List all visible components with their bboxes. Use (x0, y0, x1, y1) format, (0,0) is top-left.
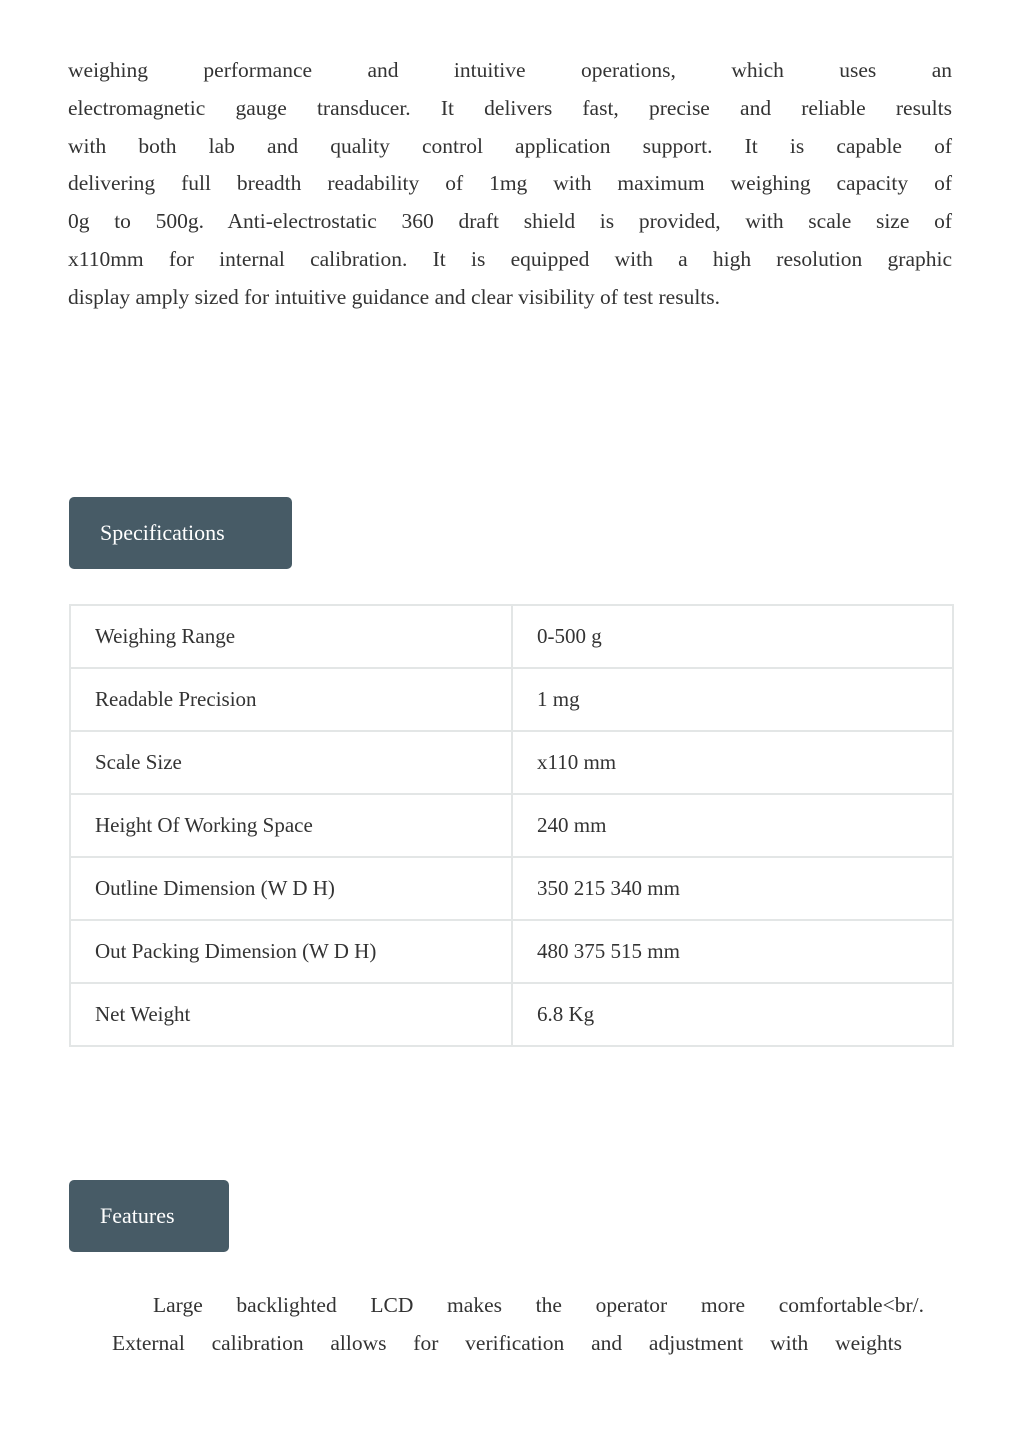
spec-value: 480 375 515 mm (512, 920, 953, 983)
table-row (70, 857, 953, 920)
description-line: 0g to 500g. Anti-electrostatic 360 draft shield is provided, with scale size of (68, 209, 952, 234)
spec-value: 240 mm (512, 794, 953, 857)
feature-line: External calibration allows for verification and adjustment with weights (112, 1330, 902, 1355)
specifications-heading: Specifications (69, 497, 292, 569)
spec-label: Net Weight (70, 983, 512, 1046)
table-row (70, 668, 953, 731)
description-line: electromagnetic gauge transducer. It delivers fast, precise and reliable results (68, 95, 952, 120)
table-row (70, 731, 953, 794)
spec-label: Outline Dimension (W D H) (70, 857, 512, 920)
spec-value: 350 215 340 mm (512, 857, 953, 920)
feature-line: Large backlighted LCD makes the operator more comfortable<br/. (153, 1293, 924, 1317)
spec-value: 1 mg (512, 668, 953, 731)
description-line: weighing performance and intuitive operations, which uses an (68, 58, 952, 82)
table-row (70, 983, 953, 1046)
spec-label: Out Packing Dimension (W D H) (70, 920, 512, 983)
features-text (112, 1287, 924, 1363)
description-line: delivering full breadth readability of 1mg with maximum weighing capacity of (68, 171, 952, 196)
description-line: x110mm for internal calibration. It is equipped with a high resolution graphic (68, 246, 952, 271)
spec-label: Scale Size (70, 731, 512, 794)
description-line: display amply sized for intuitive guidance and clear visibility of test results. (68, 284, 721, 309)
table-row (70, 794, 953, 857)
features-heading: Features (69, 1180, 229, 1252)
description-line: with both lab and quality control application support. It is capable of (68, 133, 952, 158)
spec-value: 6.8 Kg (512, 983, 953, 1046)
spec-label: Readable Precision (70, 668, 512, 731)
product-description (68, 52, 952, 317)
specifications-table (69, 604, 954, 1047)
table-row (70, 605, 953, 668)
spec-value: x110 mm (512, 731, 953, 794)
table-row (70, 920, 953, 983)
spec-label: Height Of Working Space (70, 794, 512, 857)
spec-value: 0-500 g (512, 605, 953, 668)
spec-label: Weighing Range (70, 605, 512, 668)
